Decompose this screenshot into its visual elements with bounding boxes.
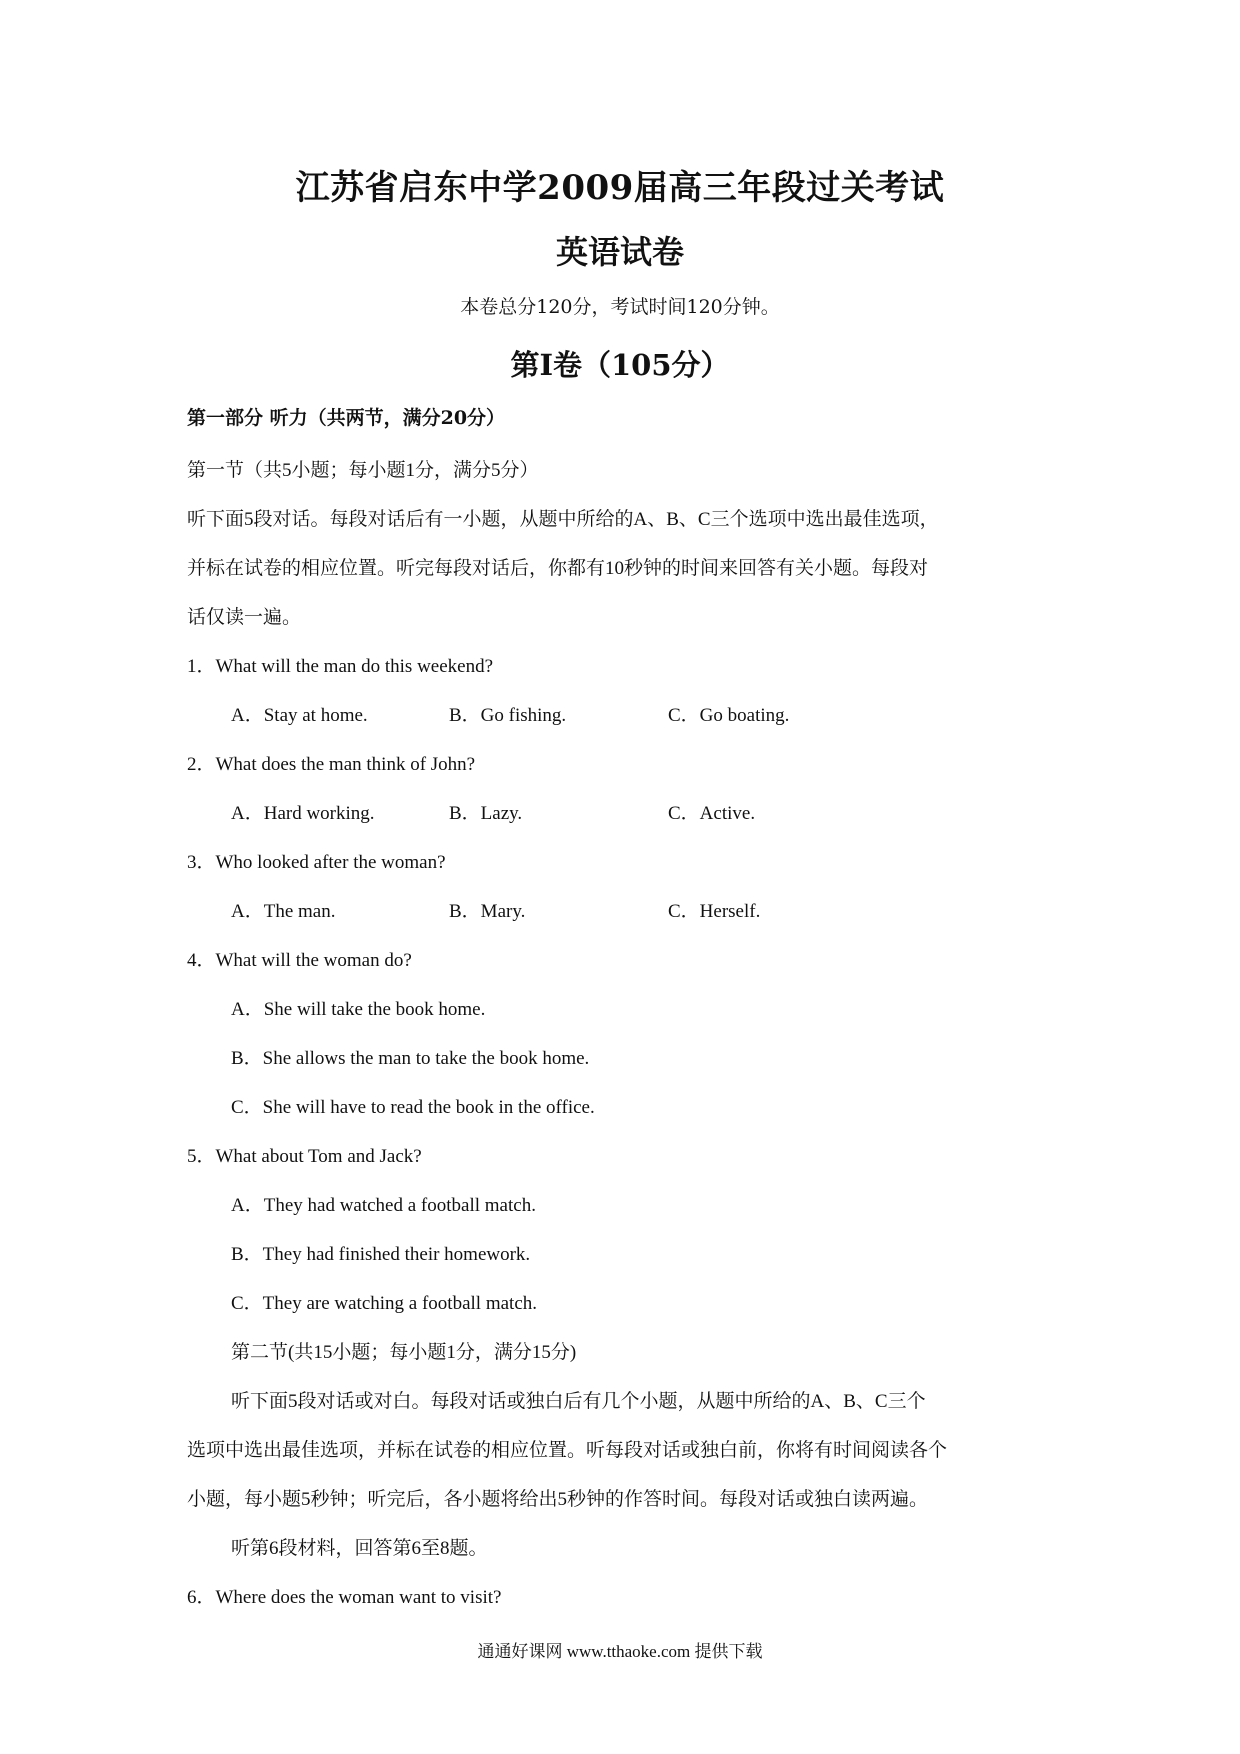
footer-source: 通通好课网 www.tthaoke.com 提供下载	[477, 1642, 763, 1661]
section2-instruction-line-3: 小题，每小题5秒钟；听完后，各小题将给出5秒钟的作答时间。每段对话或独白读两遍。	[187, 1489, 929, 1510]
section2-instruction-line-2: 选项中选出最佳选项，并标在试卷的相应位置。听每段对话或独白前，你将有时间阅读各个	[187, 1440, 948, 1461]
question-5-stem: 5．What about Tom and Jack?	[187, 1146, 422, 1167]
question-1-option-c: C．Go boating.	[668, 705, 790, 726]
question-2-option-a: A．Hard working.	[231, 803, 375, 824]
material-note: 听第6段材料，回答第6至8题。	[231, 1538, 488, 1559]
volume-heading: 第I卷（105分）	[510, 348, 730, 382]
question-2-option-c: C．Active.	[668, 803, 756, 824]
question-3-option-a: A．The man.	[231, 901, 336, 922]
question-2-stem: 2．What does the man think of John?	[187, 754, 476, 775]
question-5-option-b: B．They had finished their homework.	[231, 1244, 531, 1265]
section2-instruction-line-1: 听下面5段对话或对白。每段对话或独白后有几个小题，从题中所给的A、B、C三个	[231, 1391, 926, 1412]
question-3-stem: 3．Who looked after the woman?	[187, 852, 446, 873]
question-3-option-c: C．Herself.	[668, 901, 761, 922]
question-4-option-b: B．She allows the man to take the book home.	[231, 1048, 590, 1069]
question-5-option-a: A．They had watched a football match.	[231, 1195, 536, 1216]
question-3-option-b: B．Mary.	[449, 901, 526, 922]
question-4-stem: 4．What will the woman do?	[187, 950, 412, 971]
instruction-line-2: 并标在试卷的相应位置。听完每段对话后，你都有10秒钟的时间来回答有关小题。每段对	[187, 558, 929, 579]
question-4-option-a: A．She will take the book home.	[231, 999, 486, 1020]
question-4-option-c: C．She will have to read the book in the office.	[231, 1097, 595, 1118]
instruction-line-1: 听下面5段对话。每段对话后有一小题，从题中所给的A、B、C三个选项中选出最佳选项，	[187, 509, 939, 530]
question-5-option-c: C．They are watching a football match.	[231, 1293, 538, 1314]
question-1-option-b: B．Go fishing.	[449, 705, 567, 726]
question-2-option-b: B．Lazy.	[449, 803, 523, 824]
question-1-stem: 1．What will the man do this weekend?	[187, 656, 494, 677]
question-1-option-a: A．Stay at home.	[231, 705, 368, 726]
part1-heading: 第一部分 听力（共两节，满分20分）	[187, 407, 506, 429]
section2-heading: 第二节(共15小题；每小题1分，满分15分)	[231, 1342, 577, 1363]
question-6-stem: 6．Where does the woman want to visit?	[187, 1587, 502, 1608]
exam-subtitle: 英语试卷	[555, 233, 684, 271]
exam-title: 江苏省启东中学2009届高三年段过关考试	[295, 168, 945, 208]
score-note: 本卷总分120分，考试时间120分钟。	[460, 296, 780, 318]
section1-heading: 第一节（共5小题；每小题1分，满分5分）	[187, 460, 539, 481]
instruction-line-3: 话仅读一遍。	[187, 607, 302, 628]
